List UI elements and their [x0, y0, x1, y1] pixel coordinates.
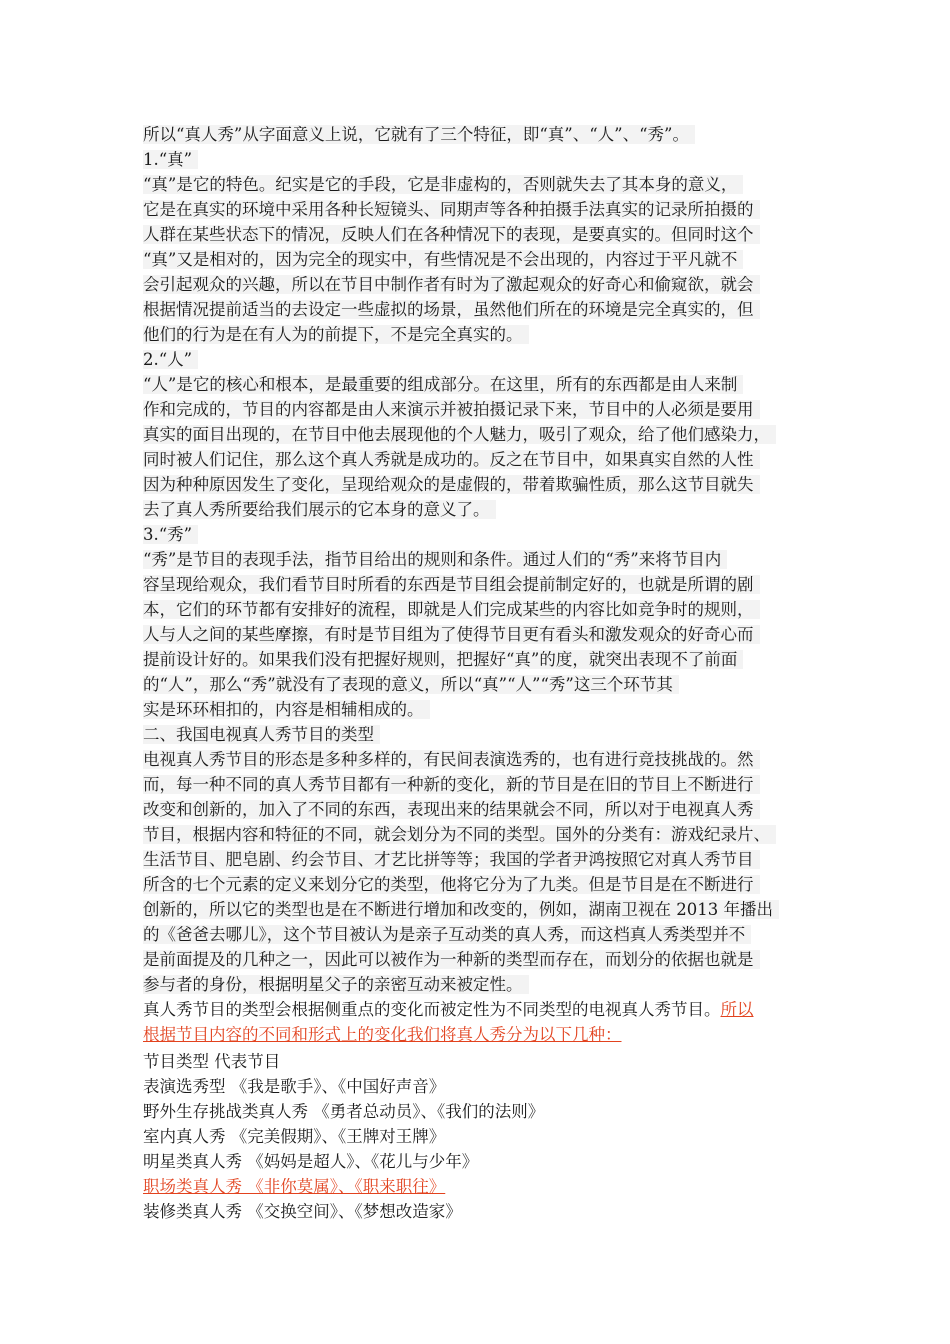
- text-line: [143, 822, 823, 847]
- text-line-content: 提前设计好的。如果我们没有把握好规则，把握好“真”的度，就突出表现不了前面: [143, 650, 743, 669]
- text-line: [143, 422, 823, 447]
- program-row-text: 野外生存挑战类真人秀 《勇者总动员》、《我们的法则》: [143, 1102, 545, 1121]
- text-line-content: 生活节目、肥皂剧、约会节目、才艺比拼等等；我国的学者尹鸿按照它对真人秀节目: [143, 850, 760, 869]
- text-line-content: 他们的行为是在有人为的前提下，不是完全真实的。: [143, 325, 529, 344]
- text-line-content: 的“人”，那么“秀”就没有了表现的意义，所以“真”“人”“秀”这三个环节其: [143, 675, 679, 694]
- text-line-content: 根据情况提前适当的去设定一些虚拟的场景，虽然他们所在的环境是完全真实的，但: [143, 300, 760, 319]
- text-line: [143, 272, 823, 297]
- closing-red-text-1: 所以: [720, 1000, 754, 1019]
- text-line-content: 会引起观众的兴趣，所以在节目中制作者有时为了激起观众的好奇心和偷窥欲，就会: [143, 275, 760, 294]
- program-row-text: 装修类真人秀 《交换空间》、《梦想改造家》: [143, 1202, 462, 1221]
- text-line: [143, 297, 823, 322]
- text-line: [143, 872, 823, 897]
- text-line-content: “人”是它的核心和根本，是最重要的组成部分。在这里，所有的东西都是由人来制: [143, 375, 743, 394]
- text-line-content: 人群在某些状态下的情况，反映人们在各种情况下的表现，是要真实的。但同时这个: [143, 225, 760, 244]
- program-row: [143, 1174, 823, 1199]
- text-line: [143, 247, 823, 272]
- text-line: [143, 897, 823, 922]
- program-row: [143, 1124, 823, 1149]
- program-table: [143, 1074, 823, 1224]
- text-line: [143, 197, 823, 222]
- closing-plain-text: 真人秀节目的类型会根据侧重点的变化而被定性为不同类型的电视真人秀节目。: [143, 1000, 721, 1019]
- text-line-content: 容呈现给观众，我们看节目时所看的东西是节目组会提前制定好的，也就是所谓的剧: [143, 575, 760, 594]
- program-row-text: 明星类真人秀 《妈妈是超人》、《花儿与少年》: [143, 1152, 479, 1171]
- text-line-content: 1.“真”: [143, 150, 198, 169]
- text-line-content: “真”又是相对的，因为完全的现实中，有些情况是不会出现的，内容过于平凡就不: [143, 250, 743, 269]
- text-line-content: 的《爸爸去哪儿》，这个节目被认为是亲子互动类的真人秀，而这档真人秀类型并不: [143, 925, 751, 944]
- text-line: [143, 622, 823, 647]
- text-line-content: 改变和创新的，加入了不同的东西，表现出来的结果就会不同，所以对于电视真人秀: [143, 800, 760, 819]
- text-line-content: 创新的，所以它的类型也是在不断进行增加和改变的，例如，湖南卫视在 2013 年播出: [143, 900, 779, 919]
- text-line: [143, 397, 823, 422]
- text-line: [143, 122, 823, 147]
- text-line-content: 所以“真人秀”从字面意义上说，它就有了三个特征，即“真”、“人”、“秀”。: [143, 125, 695, 144]
- program-row-text: 职场类真人秀 《非你莫属》、《职来职往》: [143, 1177, 446, 1196]
- section-types: [143, 747, 823, 997]
- text-line-content: 二、我国电视真人秀节目的类型: [143, 725, 380, 744]
- program-row: [143, 1149, 823, 1174]
- program-row: [143, 1099, 823, 1124]
- text-line-content: 2.“人”: [143, 350, 198, 369]
- text-line: [143, 322, 823, 347]
- text-line-content: 所含的七个元素的定义来划分它的类型，他将它分为了九类。但是节目是在不断进行: [143, 875, 760, 894]
- text-line: [143, 847, 823, 872]
- text-line: [143, 447, 823, 472]
- closing-line-2: [143, 1022, 823, 1047]
- text-line: [143, 572, 823, 597]
- program-row: [143, 1199, 823, 1224]
- text-line: [143, 747, 823, 772]
- text-line-content: 因为种种原因发生了变化，呈现给观众的是虚假的，带着欺骗性质，那么这节目就失: [143, 475, 760, 494]
- program-table-header: [143, 1049, 823, 1074]
- text-line-content: 实是环环相扣的，内容是相辅相成的。: [143, 700, 430, 719]
- text-line: [143, 347, 823, 372]
- text-line: [143, 472, 823, 497]
- text-line: [143, 547, 823, 572]
- text-line: [143, 697, 823, 722]
- text-line-content: 而，每一种不同的真人秀节目都有一种新的变化，新的节目是在旧的节目上不断进行: [143, 775, 760, 794]
- text-line: [143, 497, 823, 522]
- section-intro: [143, 122, 823, 747]
- text-line-content: 人与人之间的某些摩擦，有时是节目组为了使得节目更有看头和激发观众的好奇心而: [143, 625, 760, 644]
- text-line-content: “秀”是节目的表现手法，指节目给出的规则和条件。通过人们的“秀”来将节目内: [143, 550, 727, 569]
- program-row: [143, 1074, 823, 1099]
- closing-red-text-2: 根据节目内容的不同和形式上的变化我们将真人秀分为以下几种：: [143, 1025, 622, 1044]
- text-line-content: 真实的面目出现的，在节目中他去展现他的个人魅力，吸引了观众，给了他们感染力，: [143, 425, 776, 444]
- text-line-content: 是前面提及的几种之一，因此可以被作为一种新的类型而存在，而划分的依据也就是: [143, 950, 760, 969]
- text-line: [143, 522, 823, 547]
- text-line: [143, 372, 823, 397]
- text-line: [143, 922, 823, 947]
- text-line-content: 作和完成的，节目的内容都是由人来演示并被拍摄记录下来，节目中的人必须是要用: [143, 400, 760, 419]
- text-line-content: 节目，根据内容和特征的不同，就会划分为不同的类型。国外的分类有：游戏纪录片、: [143, 825, 776, 844]
- text-line: [143, 647, 823, 672]
- text-line-content: 本，它们的环节都有安排好的流程，即就是人们完成某些的内容比如竞争时的规则，: [143, 600, 760, 619]
- text-line: [143, 172, 823, 197]
- text-line-content: 去了真人秀所要给我们展示的它本身的意义了。: [143, 500, 496, 519]
- text-line-content: 电视真人秀节目的形态是多种多样的，有民间表演选秀的，也有进行竞技挑战的。然: [143, 750, 760, 769]
- closing-line-1: [143, 997, 823, 1022]
- text-line: [143, 947, 823, 972]
- text-line: [143, 797, 823, 822]
- document-page: [143, 122, 823, 1224]
- text-line: [143, 972, 823, 997]
- text-line-content: 3.“秀”: [143, 525, 198, 544]
- text-line-content: 参与者的身份，根据明星父子的亲密互动来被定性。: [143, 975, 529, 994]
- text-line: [143, 672, 823, 697]
- program-row-text: 室内真人秀 《完美假期》、《王牌对王牌》: [143, 1127, 446, 1146]
- program-row-text: 表演选秀型 《我是歌手》、《中国好声音》: [143, 1077, 446, 1096]
- text-line-content: 它是在真实的环境中采用各种长短镜头、同期声等各种拍摄手法真实的记录所拍摄的: [143, 200, 760, 219]
- text-line: [143, 147, 823, 172]
- text-line-content: 同时被人们记住，那么这个真人秀就是成功的。反之在节目中，如果真实自然的人性: [143, 450, 760, 469]
- text-line: [143, 597, 823, 622]
- text-line: [143, 222, 823, 247]
- program-table-header-text: 节目类型 代表节目: [143, 1052, 281, 1071]
- text-line: [143, 722, 823, 747]
- text-line: [143, 772, 823, 797]
- text-line-content: “真”是它的特色。纪实是它的手段，它是非虚构的，否则就失去了其本身的意义，: [143, 175, 743, 194]
